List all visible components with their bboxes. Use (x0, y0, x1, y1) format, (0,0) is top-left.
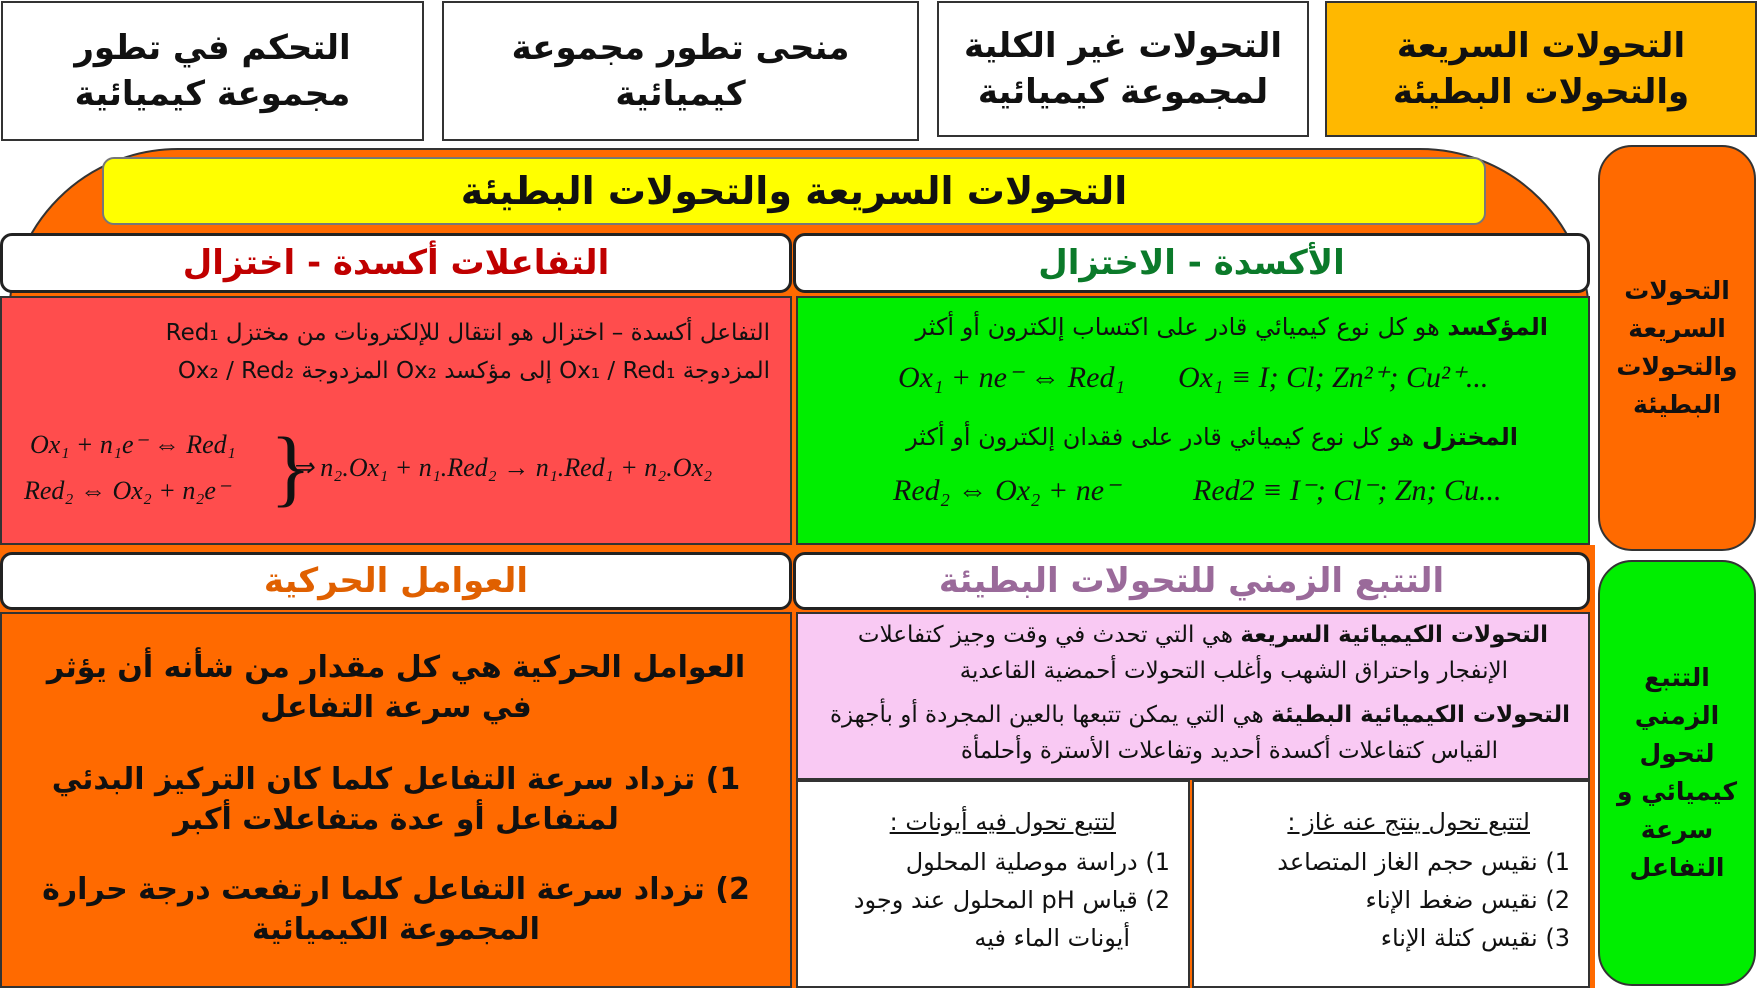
slow-definition: التحولات الكيميائية البطيئة هي التي يمكن تتبعها بالعين المجردة أو بأجهزة (829, 702, 1570, 728)
half-equation-2: Red₂ ⇔ Ox₂ + n₂e⁻ (24, 476, 230, 505)
side-item-fast-slow[interactable]: التحولات السريعة والتحولات البطيئة (1598, 145, 1756, 551)
ion-tracking-title: لتتبع تحول فيه أيونات : (889, 808, 1116, 836)
ion-item-1: 1) دراسة موصلية المحلول (905, 848, 1170, 876)
redox-reaction-text-2: المزدوجة Ox₁ / Red₁ إلى مؤكسد Ox₂ المزدوجة Ox₂ / Red₂ (177, 358, 770, 384)
tracking-box (796, 612, 1590, 780)
brace-icon: } (270, 419, 312, 515)
page-title: التحولات السريعة والتحولات البطيئة (102, 157, 1486, 225)
redox-reactions-box (0, 296, 792, 545)
reductant-equation: Red₂ ⇔ Ox₂ + ne⁻ (893, 474, 1120, 507)
redox-title: الأكسدة - الاختزال (793, 233, 1590, 293)
tab-control[interactable]: التحكم في تطور مجموعة كيميائية (1, 1, 424, 141)
oxidant-definition: المؤكسد هو كل نوع كيميائي قادر على اكتساب إلكترون أو أكثر (915, 313, 1548, 341)
global-equation: ⇒ n₂.Ox₁ + n₁.Red₂ → n₁.Red₁ + n₂.Ox₂ (292, 453, 713, 482)
tab-evolution-curve[interactable]: منحى تطور مجموعة كيميائية (442, 1, 919, 141)
tab-fast-slow[interactable]: التحولات السريعة والتحولات البطيئة (1325, 1, 1757, 137)
reductant-examples: Red2 ≡ I⁻; Cl⁻; Zn; Cu... (1193, 474, 1502, 507)
redox-reaction-text-1: التفاعل أكسدة – اختزال هو انتقال للإلكترونات من مختزل Red₁ (165, 320, 770, 346)
ion-tracking-box (796, 780, 1190, 988)
kinetic-point-2: 2) تزداد سرعة التفاعل كلما ارتفعت درجة حرارة المجموعة الكيميائية (42, 872, 750, 947)
ion-item-2: 2) قياس pH المحلول عند وجود (853, 886, 1170, 914)
redox-reactions-title: التفاعلات أكسدة - اختزال (0, 233, 792, 293)
reductant-definition: المختزل هو كل نوع كيميائي قادر على فقدان إلكترون أو أكثر (906, 423, 1518, 451)
gas-item-2: 2) نقيس ضغط الإناء (1365, 886, 1570, 914)
side-item-tracking[interactable]: التتبع الزمني لتحول كيميائي و سرعة التفاعل (1598, 560, 1756, 986)
slow-examples: القياس كتفاعلات أكسدة أحديد وتفاعلات الأسترة وأحلمأة (960, 738, 1498, 764)
redox-box (796, 296, 1590, 545)
kinetic-point-1: 1) تزداد سرعة التفاعل كلما كان التركيز البدئي لمتفاعل أو عدة متفاعلات أكبر (51, 762, 741, 837)
half-equation-1: Ox₁ + n₁e⁻ ⇔ Red₁ (30, 430, 236, 459)
kinetic-definition: العوامل الحركية هي كل مقدار من شأنه أن يؤثر في سرعة التفاعل (46, 650, 746, 725)
oxidant-examples: Ox₁ ≡ I; Cl; Zn²⁺; Cu²⁺... (1178, 361, 1489, 394)
ion-item-3: أيونات الماء فيه (974, 924, 1130, 952)
tracking-title: التتبع الزمني للتحولات البطيئة (793, 552, 1590, 610)
kinetic-title: العوامل الحركية (0, 552, 792, 610)
fast-definition: التحولات الكيميائية السريعة هي التي تحدث في وقت وجيز كتفاعلات (857, 622, 1548, 648)
oxidant-equation: Ox₁ + ne⁻ ⇔ Red₁ (898, 361, 1125, 394)
gas-item-3: 3) نقيس كتلة الإناء (1380, 924, 1570, 952)
fast-examples: الإنفجار واحتراق الشهب وأغلب التحولات أحمضية القاعدية (959, 658, 1508, 684)
kinetic-box (0, 612, 792, 988)
gas-tracking-box (1192, 780, 1590, 988)
gas-item-1: 1) نقيس حجم الغاز المتصاعد (1277, 848, 1570, 876)
gas-tracking-title: لتتبع تحول ينتج عنه غاز : (1287, 808, 1530, 836)
tab-non-total[interactable]: التحولات غير الكلية لمجموعة كيميائية (937, 1, 1309, 137)
